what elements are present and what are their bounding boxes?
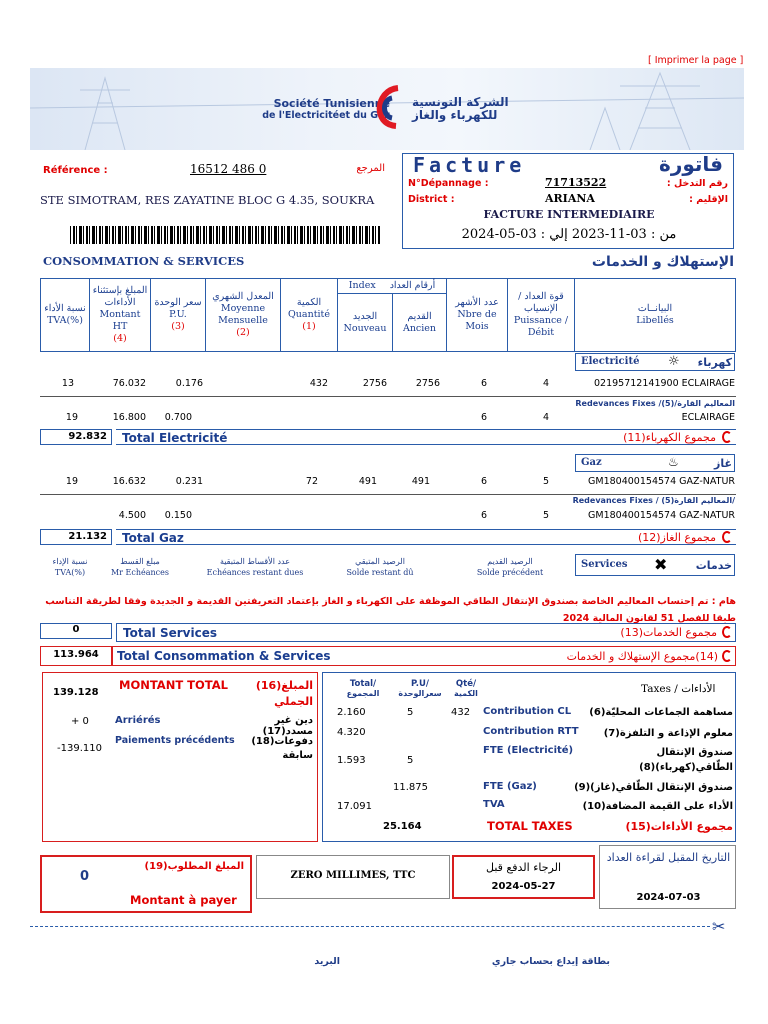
services-label-fr: Services — [581, 559, 628, 570]
header-banner — [30, 68, 744, 150]
sh-solde-restant: الرصيد المتبقي Solde restant dû — [346, 557, 414, 577]
paiements-label-ar: دفوعات(18) سابقة — [251, 736, 313, 761]
depannage-label: N°Dépannage : — [408, 178, 489, 189]
taxes-col-qte: Qté/ الكمية — [454, 679, 478, 698]
total-services-bar — [116, 623, 736, 642]
taxes-col-pu: P.U/ سعرالوحدة — [398, 679, 442, 698]
company-name-ar-1: الشركة التونسية — [412, 95, 509, 109]
bulb-icon: ☼ — [668, 354, 680, 369]
conso-title-ar: الإستهلاك و الخدمات — [591, 254, 734, 270]
total-conso-bar — [112, 646, 736, 666]
montant-total-label-fr: MONTANT TOTAL — [119, 678, 228, 692]
th-ancien: القديم Ancien — [392, 293, 447, 352]
th-puissance: قوة العداد / الإنسياب Puissance / Débit — [507, 278, 575, 352]
next-reading-label: التاريخ المقبل لقراءة العداد — [606, 851, 731, 864]
total-electricite-bar — [116, 429, 736, 445]
total-conso-value: 113.964 — [40, 646, 112, 666]
montant-a-payer-label-fr: Montant à payer — [130, 893, 237, 907]
montant-total-box — [42, 672, 318, 842]
next-reading-box — [599, 845, 736, 909]
facture-box — [402, 153, 734, 249]
taxes-col-total: Total/ المجموع — [346, 679, 380, 698]
th-libelles: البيانــات Libellés — [574, 278, 736, 352]
tools-icon: ✖ — [654, 555, 668, 574]
total-services-label-fr: Total Services — [123, 626, 217, 640]
total-electricite-label-ar: مجموع الكهرباء(11) — [623, 431, 716, 444]
montant-a-payer-box — [40, 855, 252, 913]
sh-mr: مبلغ القسط Mr Echéances — [110, 557, 169, 577]
company-name-fr-2: de l'Electricitéet du Gaz — [262, 110, 390, 121]
th-moyenne: المعدل الشهري Moyenne Mensuelle (2) — [205, 278, 281, 352]
scissors-icon: ✂ — [712, 917, 726, 936]
total-taxes-label-ar: مجموع الأداءات(15) — [625, 820, 733, 833]
th-mois: عدد الأشهر Nbre de Mois — [446, 278, 508, 352]
montant-total-label-ar: المبلغ(16) الجملي — [255, 679, 313, 708]
total-conso-label-ar: (14)مجموع الإستهلاك و الخدمات — [566, 650, 718, 663]
sh-echeances: عدد الأقساط المتبقية Echéances restant dues — [206, 557, 304, 577]
total-taxes-value: 25.164 — [383, 821, 422, 832]
total-conso-label-fr: Total Consommation & Services — [117, 649, 331, 663]
total-gaz-label-ar: مجموع الغاز(12) — [637, 531, 716, 544]
taxes-box: Total/ المجموع P.U/ سعرالوحدة Qté/ الكمية Taxes / الأداءات 2.160 5 432 Contribution CL مساهمة الجماعات المحليّة(6) 4.320 Contribution RTT معلوم الإذاعة و التلفزة(7) 1.593 5 FTE (Electricité) صندوق الإنتقال الطّاقي(كهرباء)(8) 11.875 FTE (Gaz) صندوق الإنتقال الطّاقي(غاز)(9) 17.091 TVA الأداء على القيمة المضافة(10) 25.164 TOTAL TAXES مجموع الأداءات(15) — [322, 672, 736, 842]
facture-type: FACTURE INTERMEDIAIRE — [483, 208, 655, 221]
district-value: ARIANA — [545, 192, 595, 205]
company-name-fr-1: Société Tunisienne — [273, 97, 390, 110]
reference-value: 16512 486 0 — [190, 162, 267, 176]
montant-a-payer-value: 0 — [80, 869, 90, 884]
total-services-label-ar: مجموع الخدمات(13) — [620, 626, 717, 639]
elec-redevances-label: Redevances Fixes /(5)/المعاليم القارة — [575, 399, 735, 408]
steg-swirl-icon — [722, 650, 732, 665]
th-nouveau: الجديد Nouveau — [337, 293, 393, 352]
zero-millimes-box: ZERO MILLIMES, TTC — [256, 855, 450, 899]
paiements-label-fr: Paiements précédents — [115, 735, 235, 746]
gaz-redevances-label: Redevances Fixes / (5)المعاليم القارة/ — [572, 496, 735, 505]
reference-label-ar: المرجع — [356, 163, 385, 174]
total-services-value: 0 — [40, 623, 112, 639]
electricite-label-ar: كهرباء — [697, 356, 732, 369]
depannage-value: 71713522 — [545, 176, 607, 189]
electricite-label-box — [575, 353, 735, 371]
services-label-box — [575, 554, 735, 576]
steg-logo — [366, 82, 408, 132]
paiements-value: -139.110 — [57, 743, 102, 754]
cut-line — [30, 926, 710, 927]
th-pu: سعر الوحدة P.U. (3) — [150, 278, 206, 352]
steg-swirl-icon — [722, 531, 732, 546]
services-label-ar: خدمات — [695, 559, 732, 572]
arrieres-value: + 0 — [71, 716, 89, 727]
total-electricite-value: 92.832 — [40, 429, 112, 445]
steg-swirl-icon — [722, 431, 732, 446]
flame-icon: ♨ — [668, 455, 679, 469]
sh-solde-precedent: الرصيد القديم Solde précédent — [476, 557, 544, 577]
total-electricite-label-fr: Total Electricité — [122, 431, 228, 445]
pay-before-date: 2024-05-27 — [491, 881, 556, 892]
reference-label: Référence : — [43, 165, 108, 176]
total-taxes-label-fr: TOTAL TAXES — [487, 819, 573, 833]
pay-before-label: الرجاء الدفع قبل — [486, 861, 561, 874]
depannage-label-ar: رقم التدخل : — [666, 178, 728, 189]
customer-address: STE SIMOTRAM, RES ZAYATINE BLOC G 4.35, SOUKRA — [40, 193, 375, 207]
steg-swirl-icon — [722, 626, 732, 641]
taxes-title: Taxes / الأداءات — [641, 683, 716, 695]
th-quantite: الكمية Quantité (1) — [280, 278, 338, 352]
facture-title-ar: فاتورة — [659, 152, 723, 176]
gaz-label-box — [575, 454, 735, 472]
company-name-ar-2: للكهرباء والغاز — [412, 108, 498, 122]
montant-total-value: 139.128 — [53, 687, 99, 698]
th-montant: المبلغ بإستثناء الأداءات Montant HT (4) — [89, 278, 151, 352]
gaz-label-ar: غاز — [714, 457, 732, 470]
conso-title-fr: CONSOMMATION & SERVICES — [43, 254, 245, 268]
arrieres-label-fr: Arriérés — [115, 715, 161, 726]
gaz-label-fr: Gaz — [581, 457, 602, 468]
pay-before-box — [452, 855, 595, 899]
total-gaz-label-fr: Total Gaz — [122, 531, 184, 545]
arrieres-label-ar: دين غير مسدد(17) — [262, 715, 313, 737]
total-gaz-bar — [116, 529, 736, 545]
barcode — [70, 226, 380, 244]
facture-title-fr: Facture — [413, 153, 526, 177]
district-label: District : — [408, 194, 455, 205]
print-page-link[interactable]: [ Imprimer la page ] — [648, 55, 744, 66]
footer-post: البريد — [314, 956, 340, 967]
montant-a-payer-label-ar: المبلغ المطلوب(19) — [144, 861, 244, 872]
next-reading-date: 2024-07-03 — [636, 892, 701, 903]
notice-text: هام : تم إحتساب المعاليم الخاصة بصندوق الإنتقال الطاقي الموظفة على الكهرباء و الغاز بإعتماد التعريفتين القديمة و الجديدة وفقا لطريقة التناسب طبقا للفصل 51 لقانون المالية 2024 — [45, 596, 736, 624]
electricite-label-fr: Electricité — [581, 356, 640, 367]
district-label-ar: الإقليم : — [689, 194, 728, 205]
sh-tva: نسبة الإداء TVA(%) — [52, 557, 88, 577]
th-tva: نسبة الأداء TVA(%) — [40, 278, 90, 352]
footer-card: بطاقة إيداع بحساب جاري — [491, 956, 610, 967]
th-index: Index أرقام العداد — [337, 278, 447, 294]
total-gaz-value: 21.132 — [40, 529, 112, 545]
facture-period: من : 03-11-2023 إلي : 03-05-2024 — [461, 227, 677, 242]
